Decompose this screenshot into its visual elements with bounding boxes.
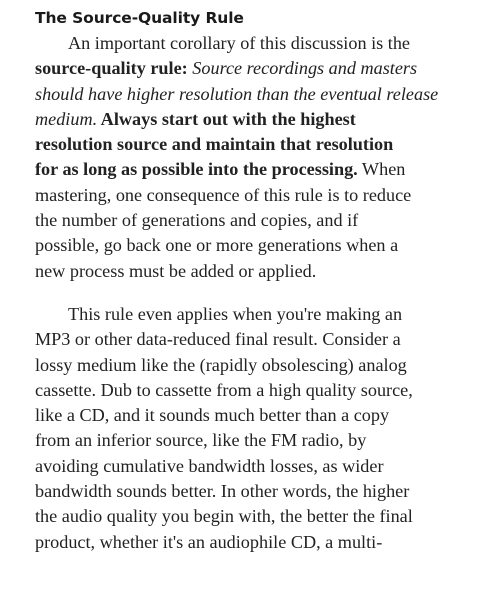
rule-emphasis: Always start out with the highest (97, 108, 356, 129)
text-line: cassette. Dub to cassette from a high quality source, (35, 379, 413, 400)
text-line: MP3 or other data-reduced final result. Consider a (35, 329, 401, 350)
text-line: resolution source and maintain that resolution (35, 134, 394, 155)
text-line: avoiding cumulative bandwidth losses, as wider (35, 455, 384, 476)
text-line: product, whether it's an audiophile CD, a multi- (35, 531, 383, 552)
text-line: like a CD, and it sounds much better than a copy (35, 405, 390, 426)
text-line: the audio quality you begin with, the better the final (35, 506, 413, 527)
text-line (35, 56, 495, 81)
paragraph-1 (35, 31, 495, 284)
rule-emphasis: for as long as possible into the processing. (35, 159, 358, 180)
text-line: bandwidth sounds better. In other words, the higher (35, 481, 410, 502)
text-line: from an inferior source, like the FM radio, by (35, 430, 367, 451)
rule-name: source-quality rule: (35, 58, 188, 79)
text-line: mastering, one consequence of this rule is to reduce (35, 184, 412, 205)
rule-text: medium. (35, 108, 98, 129)
rule-text: Source recordings and masters (187, 58, 418, 79)
text-line: the number of generations and copies, and if (35, 210, 359, 231)
text-line: new process must be added or applied. (35, 260, 317, 281)
body-text: When (357, 159, 406, 180)
section-heading: The Source-Quality Rule (35, 9, 244, 27)
text-line (35, 107, 495, 132)
text-line: should have higher resolution than the eventual release (35, 83, 439, 104)
text-line: This rule even applies when you're making an (68, 303, 403, 324)
book-page (35, 7, 495, 555)
text-line: possible, go back one or more generations when a (35, 235, 399, 256)
text-line (35, 157, 495, 182)
paragraph-2 (35, 302, 495, 555)
text-line: lossy medium like the (rapidly obsolescing) analog (35, 354, 407, 375)
text-line: An important corollary of this discussion is the (68, 33, 410, 53)
